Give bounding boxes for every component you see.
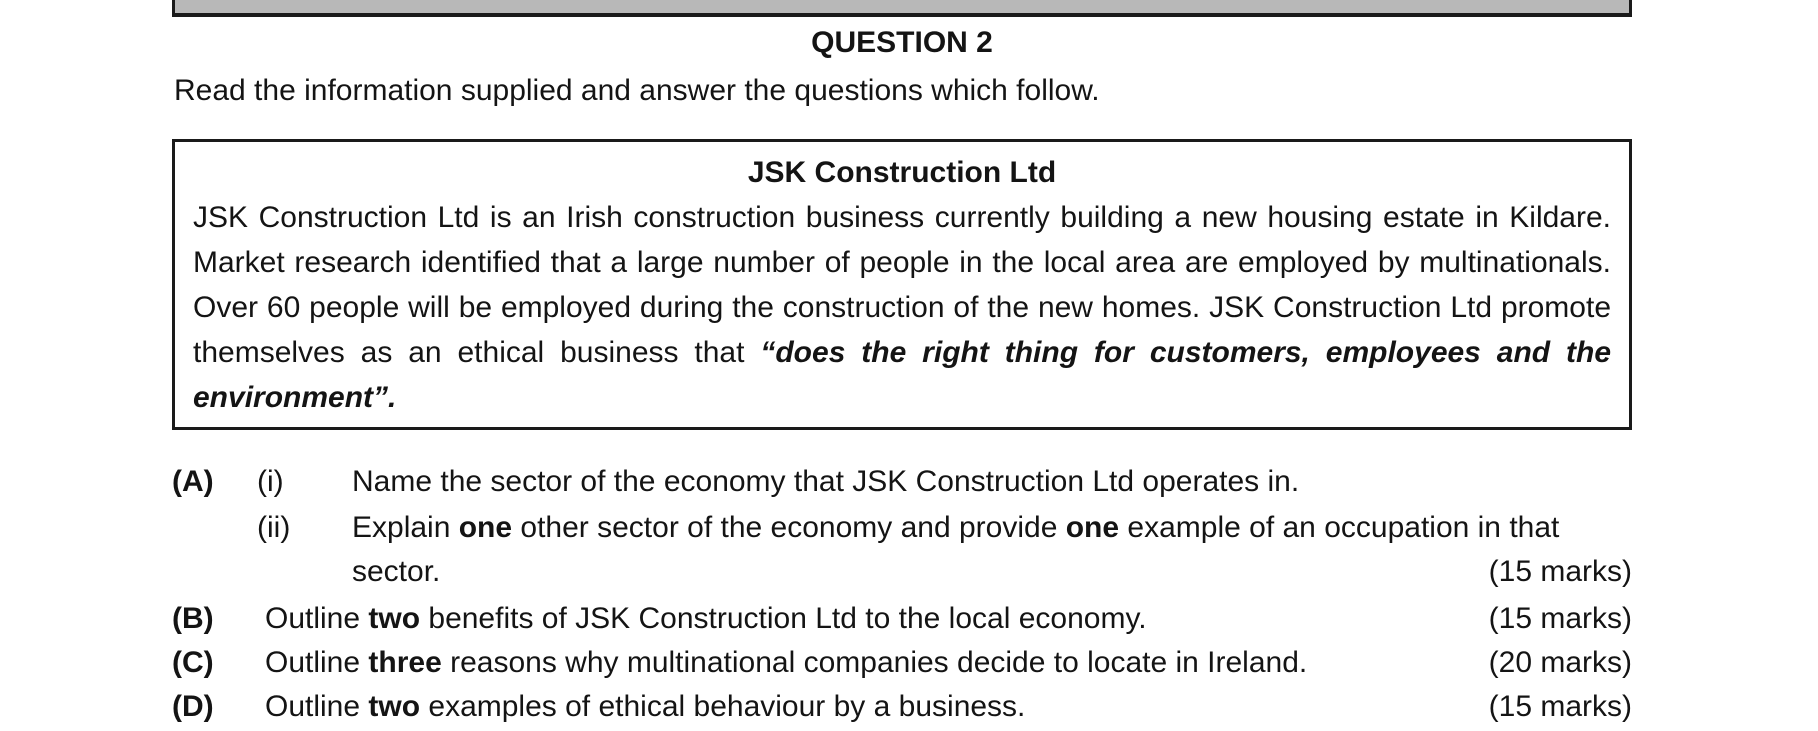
previous-section-gray-bar <box>172 0 1632 17</box>
question-row-a-i <box>172 460 1632 504</box>
case-study-box <box>172 139 1632 430</box>
question-marks: (20 marks) <box>1488 646 1632 679</box>
question-marks: (15 marks) <box>1488 690 1632 723</box>
question-label <box>172 506 257 594</box>
question-label: (B) <box>172 602 214 635</box>
question-label: (D) <box>172 690 214 723</box>
question-list <box>172 460 1632 729</box>
case-study-title: JSK Construction Ltd <box>747 156 1057 189</box>
question-row-a-ii <box>172 506 1632 594</box>
question-title: QUESTION 2 <box>811 26 993 59</box>
question-text: Name the sector of the economy that JSK Construction Ltd operates in. <box>352 465 1300 498</box>
question-text: Outline two benefits of JSK Construction Ltd to the local economy. <box>265 602 1147 635</box>
question-text: Outline three reasons why multinational companies decide to locate in Ireland. <box>265 646 1308 679</box>
question-marks: (15 marks) <box>1488 602 1632 635</box>
question-marks: (15 marks) <box>1488 555 1632 588</box>
question-text: Outline two examples of ethical behaviour by a business. <box>265 690 1026 723</box>
question-label: (C) <box>172 646 214 679</box>
case-study-body: JSK Construction Ltd is an Irish construction business currently building a new housing estate in Kildare. Market research identified that a large number of people in the local area are employed by multinationals. Over 60 people will be employed during the construction of the new homes. JSK Construction Ltd promote themselves as an ethical business that “does the right thing for customers, employees and the environment”. <box>193 201 1612 414</box>
question-numeral: (i) <box>257 465 284 498</box>
intro-text: Read the information supplied and answer the questions which follow. <box>174 74 1100 107</box>
question-row-b <box>172 597 1632 641</box>
question-label: (A) <box>172 465 214 498</box>
question-row-c <box>172 641 1632 685</box>
question-text: Explain one other sector of the economy and provide one example of an occupation in that sector. <box>352 511 1560 588</box>
question-numeral: (ii) <box>257 511 291 544</box>
question-row-d <box>172 685 1632 729</box>
